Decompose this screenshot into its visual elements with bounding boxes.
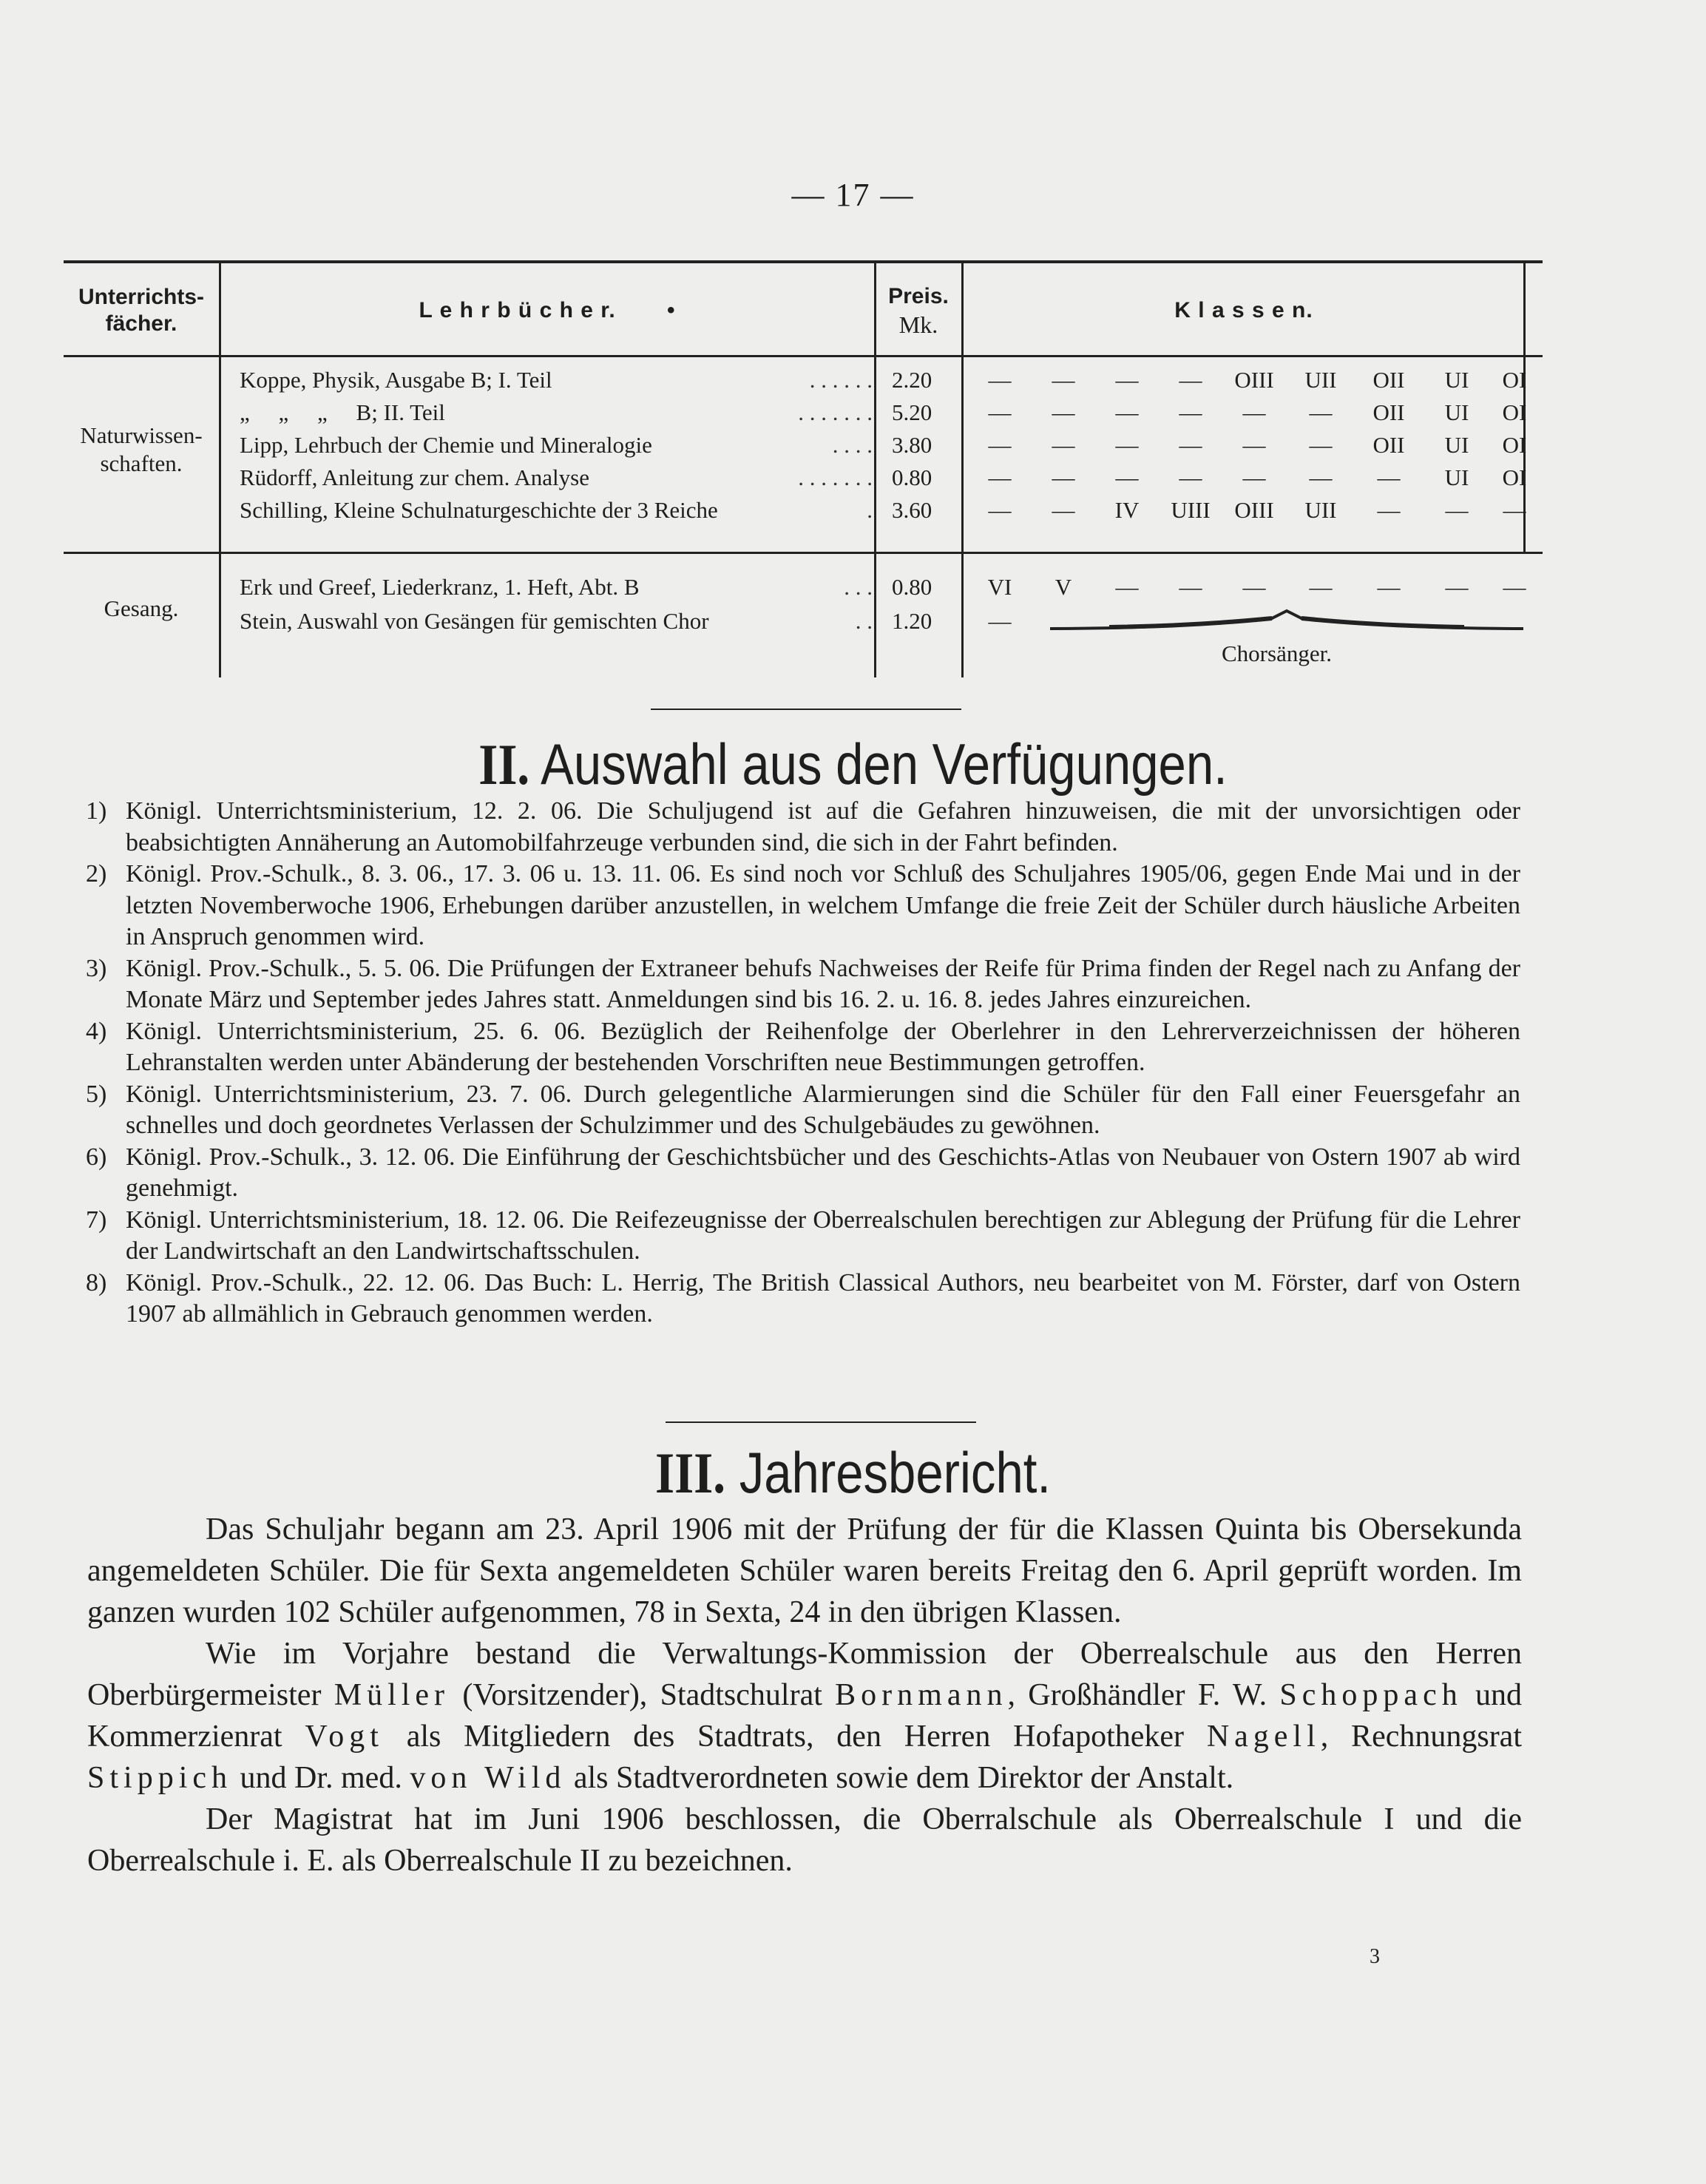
class-cell: — (1377, 464, 1401, 490)
separator-rule-1 (651, 709, 961, 710)
class-cell: — (1179, 574, 1202, 600)
class-cell: — (1377, 574, 1401, 600)
class-cell: OI (1502, 399, 1527, 425)
header-classes: K l a s s e n. (1174, 298, 1313, 322)
table-row (0, 494, 1706, 527)
leader-dots: . . . . . . (809, 367, 873, 393)
header-subjects: Unterrichts- fächer. (78, 285, 205, 336)
class-cell: — (988, 367, 1012, 393)
class-cell: — (1445, 574, 1469, 600)
table-row (0, 429, 1706, 462)
class-cell: — (1242, 464, 1266, 490)
report-paragraph-1: Das Schuljahr begann am 23. April 1906 mit der Prüfung der für die Klassen Quinta bis Obersekunda angemeldeten Schüler. Die für Sexta angemeldeten Schüler waren bereits Freitag den 6. April geprüft worden. Im ganzen wurden 102 Schüler aufgenommen, 78 in Sexta, 24 in den übrigen Klassen. (87, 1512, 1522, 1629)
class-cell: UI (1444, 399, 1469, 425)
page-number: — 17 — (791, 177, 915, 213)
leader-dots: . . . . (832, 432, 873, 458)
class-cell: — (988, 464, 1012, 490)
book-price: 1.20 (892, 608, 932, 634)
table-header-rule (64, 355, 1543, 357)
class-cell: — (1309, 574, 1333, 600)
table-row (0, 396, 1706, 429)
book-title: Lipp, Lehrbuch der Chemie und Mineralogie (240, 432, 652, 458)
header-price: Preis. Mk. (888, 284, 949, 338)
class-cell: — (1309, 432, 1333, 458)
book-price: 5.20 (892, 399, 932, 425)
annual-report-body (87, 1509, 1522, 1882)
subject-gesang: Gesang. (104, 595, 179, 621)
leader-dots: . . . . . . . (798, 464, 873, 490)
class-cell: UI (1444, 464, 1469, 490)
leader-dots: . . . (844, 574, 873, 600)
class-cell: — (988, 608, 1012, 634)
book-price: 0.80 (892, 464, 932, 490)
class-cell: — (988, 497, 1012, 523)
book-price: 3.80 (892, 432, 932, 458)
decree-item: 2) Königl. Prov.-Schulk., 8. 3. 06., 17. 3. 06 u. 13. 11. 06. Es sind noch vor Schluß des Schuljahres 1905/06, gegen Ende Mai und in der letzten Novemberwoche 1906, Erhebungen darüber anzustellen, in welchem Umfange die freie Zeit der Schüler durch häusliche Arbeiten in Anspruch genommen wird. (86, 860, 1520, 950)
class-cell: — (1179, 367, 1202, 393)
class-cell: — (1115, 464, 1139, 490)
class-cell: — (1242, 432, 1266, 458)
book-price: 2.20 (892, 367, 932, 393)
class-cell: UIII (1171, 497, 1211, 523)
class-cell: OII (1372, 399, 1405, 425)
book-title: Schilling, Kleine Schulnaturgeschichte der 3 Reiche (240, 497, 718, 523)
class-cell: — (988, 432, 1012, 458)
class-cell: — (1052, 399, 1075, 425)
section2-heading: II. Auswahl aus den Verfügungen. (478, 731, 1228, 797)
report-paragraph-3: Der Magistrat hat im Juni 1906 beschlossen, die Oberralschule als Oberrealschule I und die Oberrealschule i. E. als Oberrealschule II zu bezeichnen. (87, 1802, 1522, 1878)
class-cell: — (1179, 432, 1202, 458)
book-price: 3.60 (892, 497, 932, 523)
class-cell: — (1115, 367, 1139, 393)
decree-item: 8) Königl. Prov.-Schulk., 22. 12. 06. Das Buch: L. Herrig, The British Classical Authors, neu bearbeitet von M. Förster, darf von Ostern 1907 ab allmählich in Gebrauch genommen werden. (86, 1268, 1520, 1328)
table-row (0, 364, 1706, 396)
book-title: Koppe, Physik, Ausgabe B; I. Teil (240, 367, 552, 393)
separator-rule-2 (666, 1421, 976, 1423)
leader-dots: . . . . . . . (798, 399, 873, 425)
class-cell: OII (1372, 432, 1405, 458)
header-books: L e h r b ü c h e r. • (419, 298, 676, 322)
class-cell: — (1503, 574, 1526, 600)
class-cell: UII (1304, 497, 1337, 523)
subject-naturwissenschaften: Naturwissen- schaften. (80, 422, 203, 476)
class-cell: VI (987, 574, 1012, 600)
class-cell: OI (1502, 432, 1527, 458)
signature-mark: 3 (1370, 1945, 1380, 1968)
class-cell: OIII (1234, 497, 1274, 523)
class-cell: OIII (1234, 367, 1274, 393)
class-cell: — (1052, 367, 1075, 393)
class-cell: — (1179, 464, 1202, 490)
decree-item: 1) Königl. Unterrichtsministerium, 12. 2. 06. Die Schuljugend ist auf die Gefahren hinzuweisen, die mit der unvorsichtigen oder beabsichtigten Annäherung an Automobilfahrzeuge verbunden sind, die sich in der Fahrt befinden. (86, 797, 1520, 856)
class-cell: OI (1502, 367, 1527, 393)
class-cell: OI (1502, 464, 1527, 490)
class-cell: — (1052, 464, 1075, 490)
decree-item: 7) Königl. Unterrichtsministerium, 18. 12. 06. Die Reifezeugnisse der Oberrealschulen berechtigen zur Ablegung der Prüfung für die Lehrer der Landwirtschaft an den Landwirtschaftsschulen. (86, 1206, 1520, 1265)
table-top-rule (64, 260, 1543, 263)
class-cell: — (1179, 399, 1202, 425)
class-cell: IV (1114, 497, 1140, 523)
class-cell: — (988, 399, 1012, 425)
chorus-label: Chorsänger. (1222, 640, 1332, 666)
class-cell: — (1242, 574, 1266, 600)
book-title: Stein, Auswahl von Gesängen für gemischten Chor (240, 608, 709, 634)
leader-dots: . (867, 497, 873, 523)
table-row (0, 462, 1706, 494)
class-cell: — (1115, 574, 1139, 600)
class-cell: — (1052, 432, 1075, 458)
class-cell: — (1309, 399, 1333, 425)
decree-item: 5) Königl. Unterrichtsministerium, 23. 7. 06. Durch gelegentliche Alarmierungen sind die Schüler für den Fall einer Feuersgefahr an schnelles und doch geordnetes Verlassen der Schulzimmer und des Schulgebäudes zu gewöhnen. (86, 1080, 1520, 1139)
class-cell: — (1445, 497, 1469, 523)
class-cell: — (1242, 399, 1266, 425)
leader-dots: . . (855, 608, 873, 634)
class-cell: UII (1304, 367, 1337, 393)
decree-list (86, 796, 1520, 1331)
class-cell: — (1052, 497, 1075, 523)
decree-item: 6) Königl. Prov.-Schulk., 3. 12. 06. Die Einführung der Geschichtsbücher und des Geschichts-Atlas von Neubauer von Ostern 1907 ab wird genehmigt. (86, 1143, 1520, 1202)
class-cell: — (1377, 497, 1401, 523)
report-paragraph-2: Wie im Vorjahre bestand die Verwaltungs-Kommission der Oberrealschule aus den Herren Oberbürgermeister Müller (Vorsitzender), Stadtschulrat Bornmann, Großhändler F. W. Schoppach und Kommerzienrat Vogt als Mitgliedern des Stadtrats, den Herren Hofapotheker Nagell, Rechnungsrat Stippich und Dr. med. von Wild als Stadtverordneten sowie dem Direktor der Anstalt. (87, 1637, 1523, 1795)
section3-heading: III. Jahresbericht. (654, 1440, 1052, 1505)
table-row (0, 571, 1706, 604)
class-cell: V (1055, 574, 1072, 600)
class-cell: UI (1444, 367, 1469, 393)
decree-item: 4) Königl. Unterrichtsministerium, 25. 6. 06. Bezüglich der Reihenfolge der Oberlehrer in den Lehrerverzeichnissen der höheren Lehranstalten werden unter Abänderung der bestehenden Vorschriften neue Bestimmungen getroffen. (86, 1017, 1520, 1076)
class-cell: — (1309, 464, 1333, 490)
table-group-rule (64, 552, 1543, 554)
book-title: Rüdorff, Anleitung zur chem. Analyse (240, 464, 589, 490)
book-price: 0.80 (892, 574, 932, 600)
class-cell: — (1115, 399, 1139, 425)
class-cell: — (1503, 497, 1526, 523)
book-title: Erk und Greef, Liederkranz, 1. Heft, Abt. B (240, 574, 640, 600)
class-cell: — (1115, 432, 1139, 458)
class-cell: UI (1444, 432, 1469, 458)
class-cell: OII (1372, 367, 1405, 393)
book-title: „ „ „ B; II. Teil (240, 399, 445, 425)
chorus-brace (1050, 608, 1523, 638)
decree-item: 3) Königl. Prov.-Schulk., 5. 5. 06. Die Prüfungen der Extraneer behufs Nachweises der Reife für Prima finden der Regel nach zu Anfang der Monate März und September jedes Jahres statt. Anmeldungen sind bis 16. 2. u. 16. 8. jedes Jahres einzureichen. (86, 954, 1520, 1013)
